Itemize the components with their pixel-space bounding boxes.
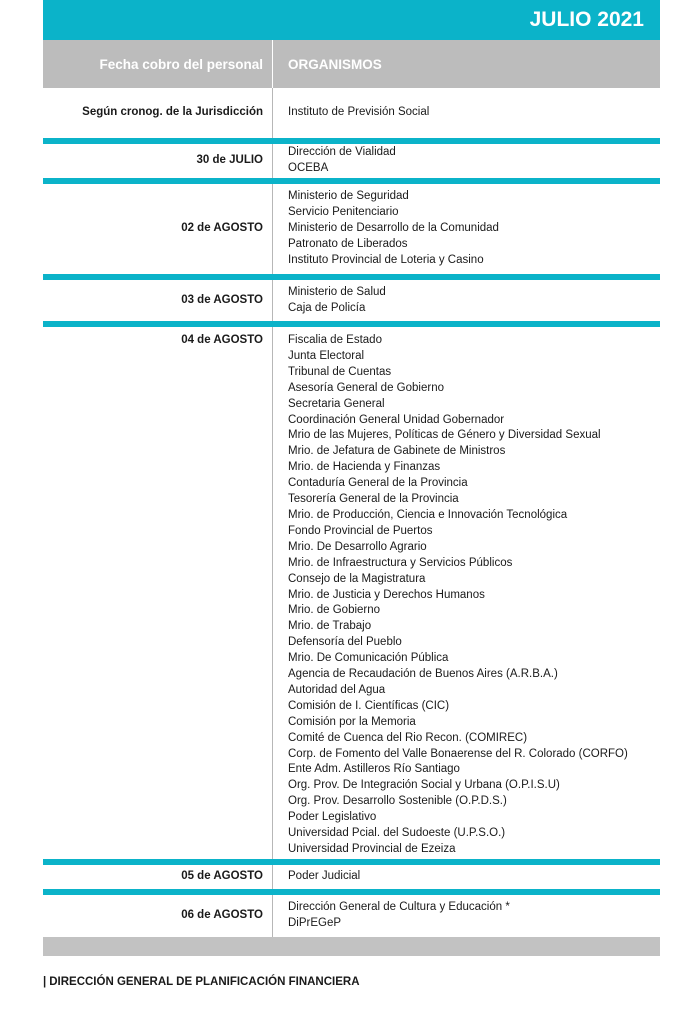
organism-item: Servicio Penitenciario [288,206,399,219]
organism-item: Corp. de Fomento del Valle Bonaerense del R. Colorado (CORFO) [288,747,628,760]
row-organisms [273,280,660,321]
organism-item: Comité de Cuenca del Rio Recon. (COMIREC) [288,731,528,744]
organism-item: Mrio. De Desarrollo Agrario [288,540,427,553]
organism-item: Fiscalia de Estado [288,334,382,346]
organism-item: Ente Adm. Astilleros Río Santiago [288,763,460,776]
schedule-row [43,184,660,274]
organism-item: Patronato de Liberados [288,237,408,250]
organism-item: Tribunal de Cuentas [288,365,392,378]
schedule-row [43,895,660,937]
organism-item: Asesoría General de Gobierno [288,381,444,394]
row-organisms [273,184,660,274]
footer-text: DIRECCIÓN GENERAL DE PLANIFICACIÓN FINANCIERA [49,976,360,988]
schedule-row [43,144,660,178]
table-footer-bar [43,937,660,956]
organism-item: Caja de Policía [288,301,366,314]
organism-item: Consejo de la Magistratura [288,572,426,585]
organism-item: Ministerio de Desarrollo de la Comunidad [288,222,499,235]
page-footer [43,976,360,988]
month-title-bar [43,0,660,40]
organism-item: Ministerio de Salud [288,285,386,298]
organism-item: Mrio. de Justicia y Derechos Humanos [288,588,485,601]
organism-item: Autoridad del Agua [288,683,386,696]
organism-item: OCEBA [288,162,329,174]
organism-list [288,333,660,858]
schedule-row [43,280,660,321]
row-organisms [273,865,660,889]
organism-item: Defensoría del Pueblo [288,636,402,649]
organism-item: Universidad Pcial. del Sudoeste (U.P.S.O.) [288,827,506,840]
organism-item: DiPrEGeP [288,917,342,929]
organism-item: Instituto Provincial de Loteria y Casino [288,253,484,266]
organism-item: Junta Electoral [288,349,365,362]
organism-item: Org. Prov. Desarrollo Sostenible (O.P.D.S.) [288,795,507,808]
table-header [43,40,660,88]
organism-item: Mrio. de Trabajo [288,620,372,633]
organism-item: Mrio. De Comunicación Pública [288,652,449,665]
row-date: 05 de AGOSTO [43,865,273,889]
organism-item: Dirección General de Cultura y Educación * [288,901,510,914]
row-organisms [273,895,660,937]
organism-item: Comisión por la Memoria [288,715,416,728]
organism-item: Poder Judicial [288,870,361,883]
row-organisms [273,327,660,859]
organism-item: Org. Prov. De Integración Social y Urbana (O.P.I.S.U) [288,779,560,792]
row-organisms [273,88,660,138]
organism-item: Mrio. de Infraestructura y Servicios Públicos [288,556,513,569]
organism-item: Contaduría General de la Provincia [288,477,468,490]
row-date: Según cronog. de la Jurisdicción [43,88,273,138]
month-title: JULIO 2021 [529,8,644,31]
organism-item: Mrio. de Hacienda y Finanzas [288,461,441,474]
organism-item: Universidad Provincial de Ezeiza [288,843,456,855]
organism-item: Dirección de Vialidad [288,146,396,159]
schedule-row [43,327,660,859]
row-date: 03 de AGOSTO [43,280,273,321]
row-date: 02 de AGOSTO [43,184,273,274]
row-date: 06 de AGOSTO [43,895,273,937]
organism-item: Agencia de Recaudación de Buenos Aires (A.R.B.A.) [288,668,558,681]
row-organisms [273,144,660,178]
organism-item: Mrio. de Gobierno [288,604,381,617]
organism-item: Comisión de I. Científicas (CIC) [288,699,450,712]
organism-item: Poder Legislativo [288,811,377,824]
organism-item: Instituto de Previsión Social [288,106,430,119]
organism-item: Coordinación General Unidad Gobernador [288,413,505,426]
header-organisms: ORGANISMOS [288,56,382,72]
schedule-row [43,88,660,138]
organism-item: Tesorería General de la Provincia [288,493,459,506]
organism-item: Fondo Provincial de Puertos [288,524,433,537]
payment-schedule-table [43,0,660,956]
header-date: Fecha cobro del personal [43,40,273,88]
footer-pipe: | [43,976,47,988]
organism-item: Mrio. de Jefatura de Gabinete de Ministros [288,445,506,458]
schedule-row [43,865,660,889]
organism-item: Secretaria General [288,397,385,410]
organism-item: Mrio de las Mujeres, Políticas de Género y Diversidad Sexual [288,429,601,442]
organism-item: Mrio. de Producción, Ciencia e Innovación Tecnológica [288,508,568,521]
organism-item: Ministerio de Seguridad [288,190,409,203]
row-date: 30 de JULIO [43,144,273,178]
row-date: 04 de AGOSTO [43,327,273,859]
